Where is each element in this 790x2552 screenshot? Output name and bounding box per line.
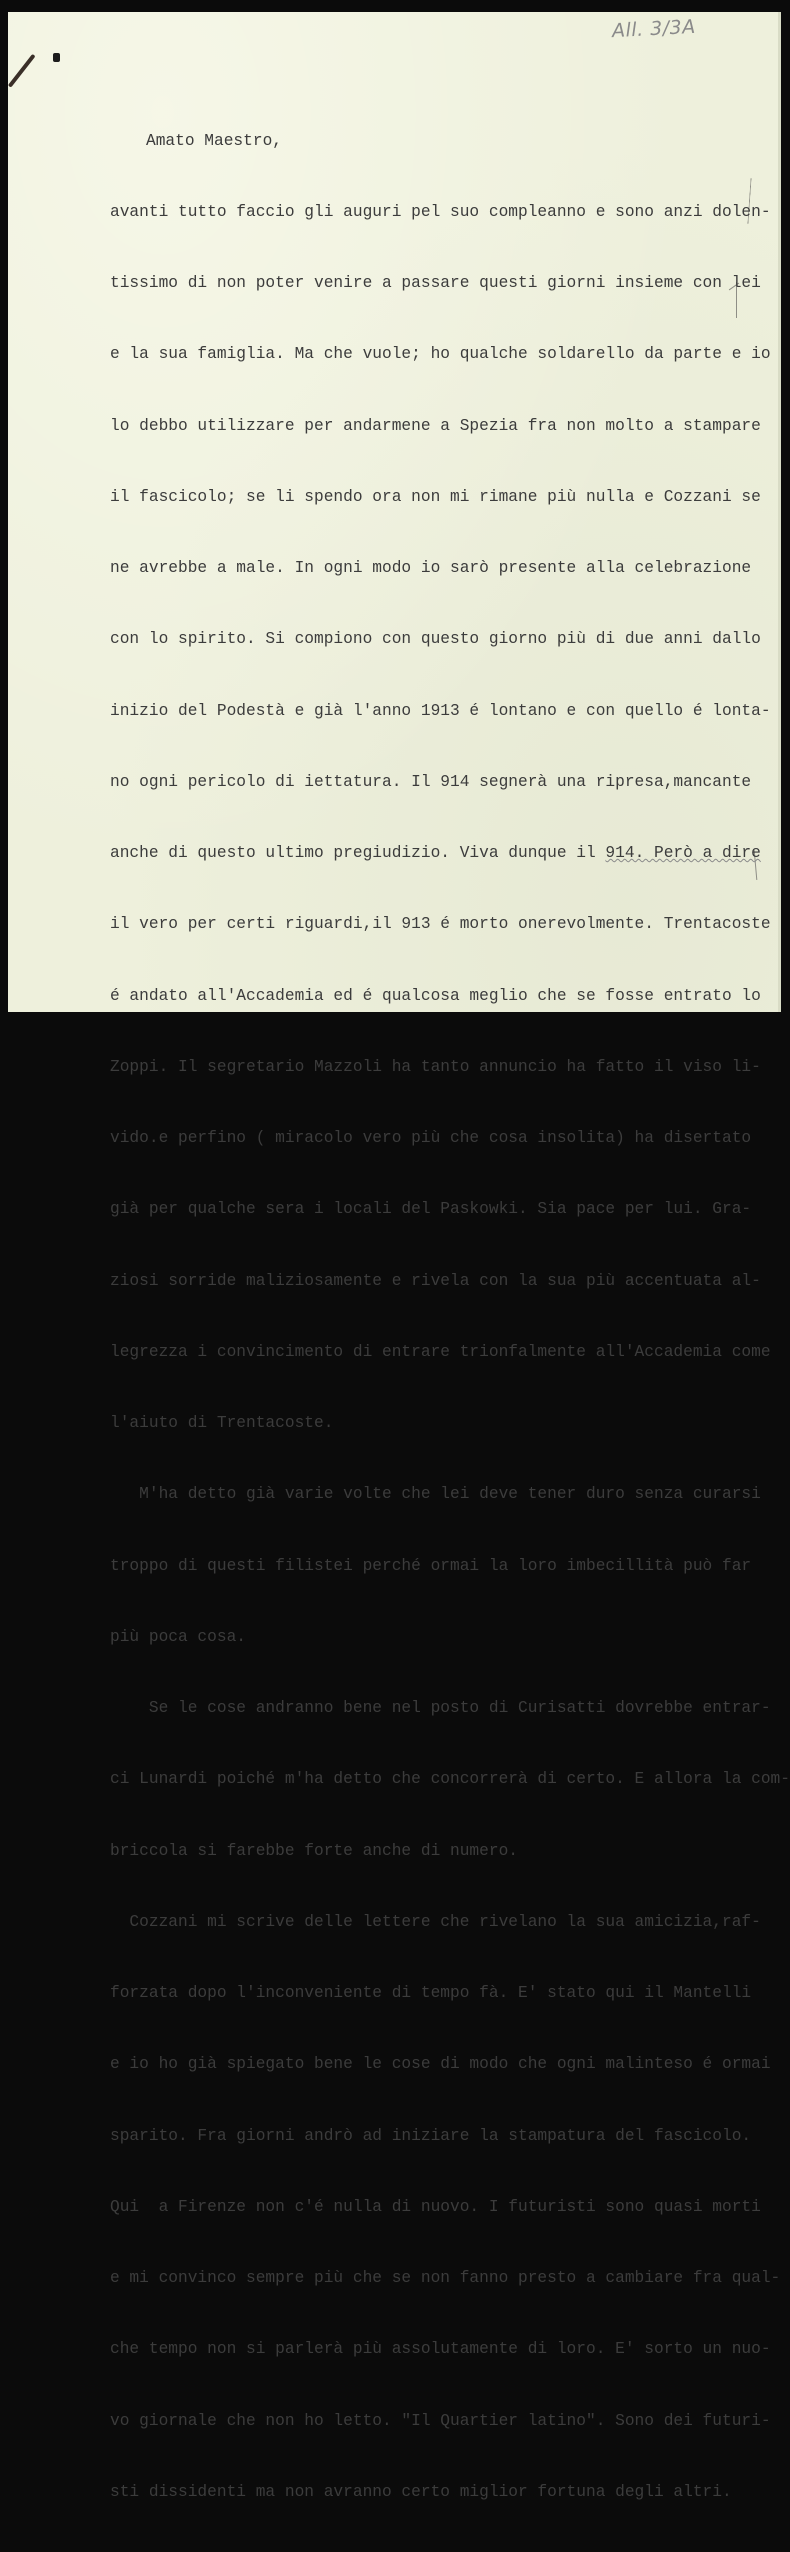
text-line: e mi convinco sempre più che se non fanno presto a cambiare fra qual- — [110, 2269, 781, 2287]
text-line: Se le cose andranno bene nel posto di Curisatti dovrebbe entrar- — [110, 1699, 771, 1717]
text-line: e la sua famiglia. Ma che vuole; ho qualche soldarello da parte e io — [110, 345, 771, 364]
text-line: il fascicolo; se li spendo ora non mi rimane più nulla e Cozzani se — [110, 487, 761, 506]
letter-body — [110, 82, 790, 2552]
text-line: Zoppi. Il segretario Mazzoli ha tanto annuncio ha fatto il viso li- — [110, 1057, 761, 1076]
text-line: legrezza i convincimento di entrare trionfalmente all'Accademia come — [110, 1342, 771, 1361]
text-line: ne avrebbe a male. In ogni modo io sarò presente alla celebrazione — [110, 559, 752, 577]
text-line: più poca cosa. — [110, 1627, 246, 1646]
archive-reference-annotation: All. 3/3A — [611, 15, 697, 43]
text-line: il vero per certi riguardi,il 913 é morto onerevolmente. Trentacoste — [110, 915, 771, 934]
text-line: é andato all'Accademia ed é qualcosa meglio che se fosse entrato lo — [110, 986, 761, 1005]
text-line: briccola si farebbe forte anche di numero. — [110, 1841, 518, 1860]
text-line: vo giornale che non ho letto. "Il Quartier latino". Sono dei futuri- — [110, 2411, 771, 2430]
text-line: sti dissidenti ma non avranno certo miglior fortuna degli altri. — [110, 2482, 732, 2501]
text-line-underlined: anche di questo ultimo pregiudizio. Viva dunque il 914. Però a dire — [110, 844, 761, 862]
text-line: vido.e perfino ( miracolo vero più che cosa insolita) ha disertato — [110, 1129, 752, 1147]
text-line: che tempo non si parlerà più assolutamente di loro. E' sorto un nuo- — [110, 2340, 771, 2359]
underlined-phrase: 914. Però a dire — [605, 844, 761, 862]
text-line: l'aiuto di Trentacoste. — [110, 1414, 334, 1432]
text-line: già per qualche sera i locali del Paskowki. Sia pace per lui. Gra- — [110, 1200, 752, 1219]
text-line: Cozzani mi scrive delle lettere che rivelano la sua amicizia,raf- — [110, 1912, 761, 1931]
paper-edge — [778, 12, 781, 1012]
text-line: troppo di questi filistei perché ormai la loro imbecillità può far — [110, 1556, 752, 1575]
text-line: no ogni pericolo di iettatura. Il 914 segnerà una ripresa,mancante — [110, 772, 752, 791]
text-line: e io ho già spiegato bene le cose di modo che ogni malinteso é ormai — [110, 2055, 771, 2074]
text-line: ci Lunardi poiché m'ha detto che concorrerà di certo. E allora la com- — [110, 1770, 790, 1789]
text-line: lo debbo utilizzare per andarmene a Spezia fra non molto a stampare — [110, 416, 761, 435]
text-line: inizio del Podestà e già l'anno 1913 é lontano e con quello é lonta- — [110, 701, 771, 720]
text-line: ziosi sorride maliziosamente e rivela con la sua più accentuata al- — [110, 1271, 761, 1290]
salutation: Amato Maestro, — [146, 131, 282, 150]
text-line: sparito. Fra giorni andrò ad iniziare la stampatura del fascicolo. — [110, 2126, 752, 2145]
text-line: avanti tutto faccio gli auguri pel suo compleanno e sono anzi dolen- — [110, 202, 771, 221]
text-line: con lo spirito. Si compiono con questo giorno più di due anni dallo — [110, 630, 761, 649]
text-line: tissimo di non poter venire a passare questi giorni insieme con lei — [110, 274, 761, 292]
text-line: M'ha detto già varie volte che lei deve tener duro senza curarsi — [110, 1485, 761, 1504]
text-line: forzata dopo l'inconveniente di tempo fà. E' stato qui il Mantelli — [110, 1984, 752, 2002]
pin-head-icon — [53, 53, 60, 62]
text-line: Qui a Firenze non c'é nulla di nuovo. I futuristi sono quasi morti — [110, 2197, 761, 2216]
